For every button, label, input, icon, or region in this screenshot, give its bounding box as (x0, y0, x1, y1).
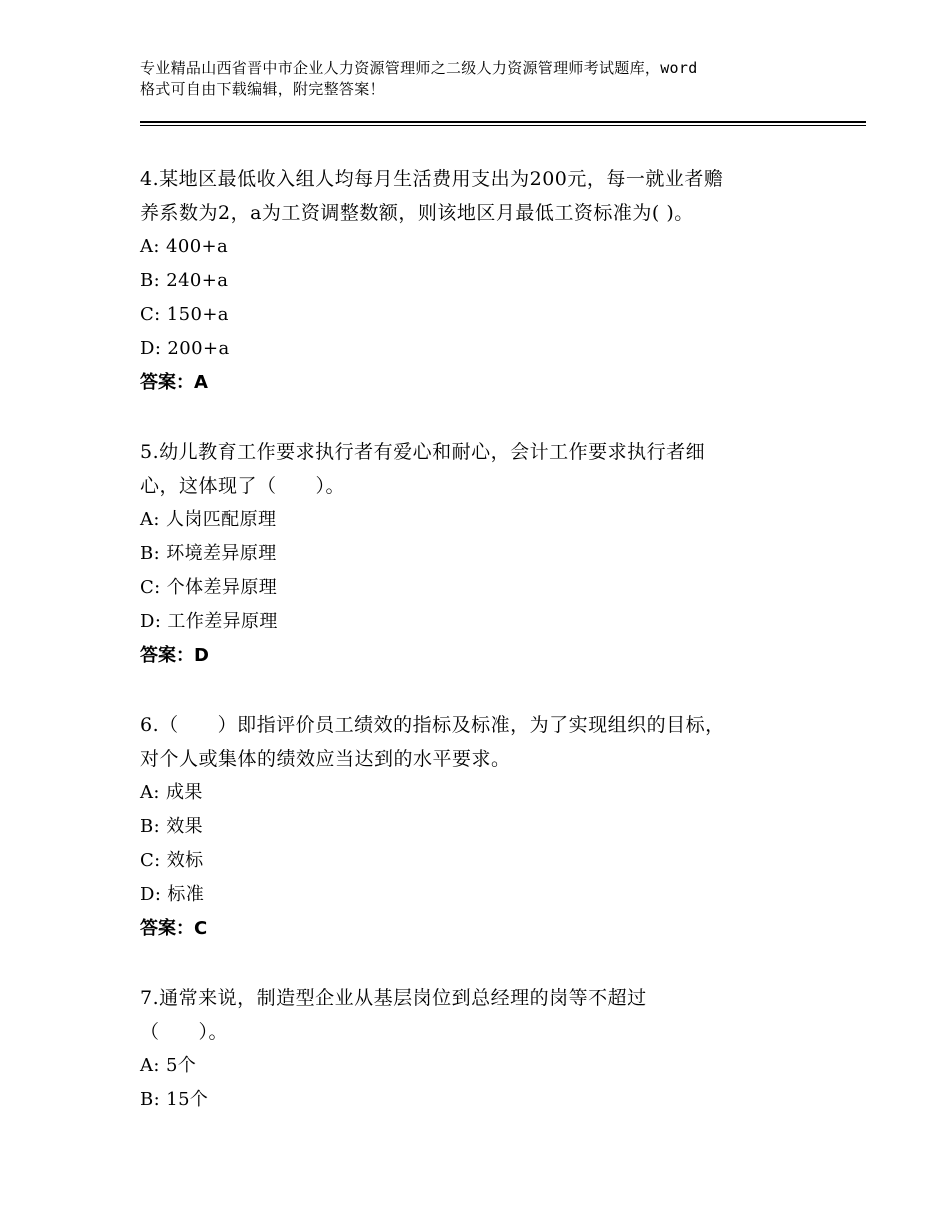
question-text-line-1: 4.某地区最低收入组人均每月生活费用支出为200元，每一就业者赡 (140, 168, 724, 190)
header-title-line-2: 格式可自由下载编辑，附完整答案！ (140, 80, 385, 98)
question-text-line-1: 6.（ ）即指评价员工绩效的指标及标准，为了实现组织的目标， (140, 714, 725, 736)
question-text-line-2: 养系数为2，a为工资调整数额，则该地区月最低工资标准为( )。 (140, 202, 694, 224)
header-divider-thin (140, 125, 866, 126)
option-b: B: 15个 (140, 1089, 209, 1110)
option-b: B: 效果 (140, 816, 204, 837)
option-d: D: 工作差异原理 (140, 611, 278, 632)
answer-label: 答案：C (140, 918, 208, 939)
question-text-line-1: 7.通常来说，制造型企业从基层岗位到总经理的岗等不超过 (140, 987, 647, 1009)
option-a: A: 400+a (140, 236, 229, 257)
question-5 (140, 435, 840, 673)
option-d: D: 标准 (140, 884, 205, 905)
question-6 (140, 708, 840, 946)
answer-label: 答案：D (140, 645, 209, 666)
header-divider-thick (140, 121, 866, 123)
option-d: D: 200+a (140, 338, 230, 359)
option-c: C: 个体差异原理 (140, 577, 278, 598)
question-4 (140, 162, 840, 400)
header-title-line-1: 专业精品山西省晋中市企业人力资源管理师之二级人力资源管理师考试题库，word (140, 59, 698, 77)
option-c: C: 效标 (140, 850, 204, 871)
question-text-line-2: （ ）。 (140, 1021, 229, 1043)
answer-label: 答案：A (140, 372, 208, 393)
question-text-line-2: 对个人或集体的绩效应当达到的水平要求。 (140, 748, 511, 770)
question-text-line-1: 5.幼儿教育工作要求执行者有爱心和耐心，会计工作要求执行者细 (140, 441, 706, 463)
option-a: A: 5个 (140, 1055, 197, 1076)
question-7 (140, 981, 840, 1117)
question-text-line-2: 心，这体现了（ ）。 (140, 475, 346, 497)
option-a: A: 人岗匹配原理 (140, 509, 277, 530)
document-header (140, 58, 830, 100)
option-b: B: 240+a (140, 270, 229, 291)
option-a: A: 成果 (140, 782, 203, 803)
option-b: B: 环境差异原理 (140, 543, 277, 564)
option-c: C: 150+a (140, 304, 229, 325)
